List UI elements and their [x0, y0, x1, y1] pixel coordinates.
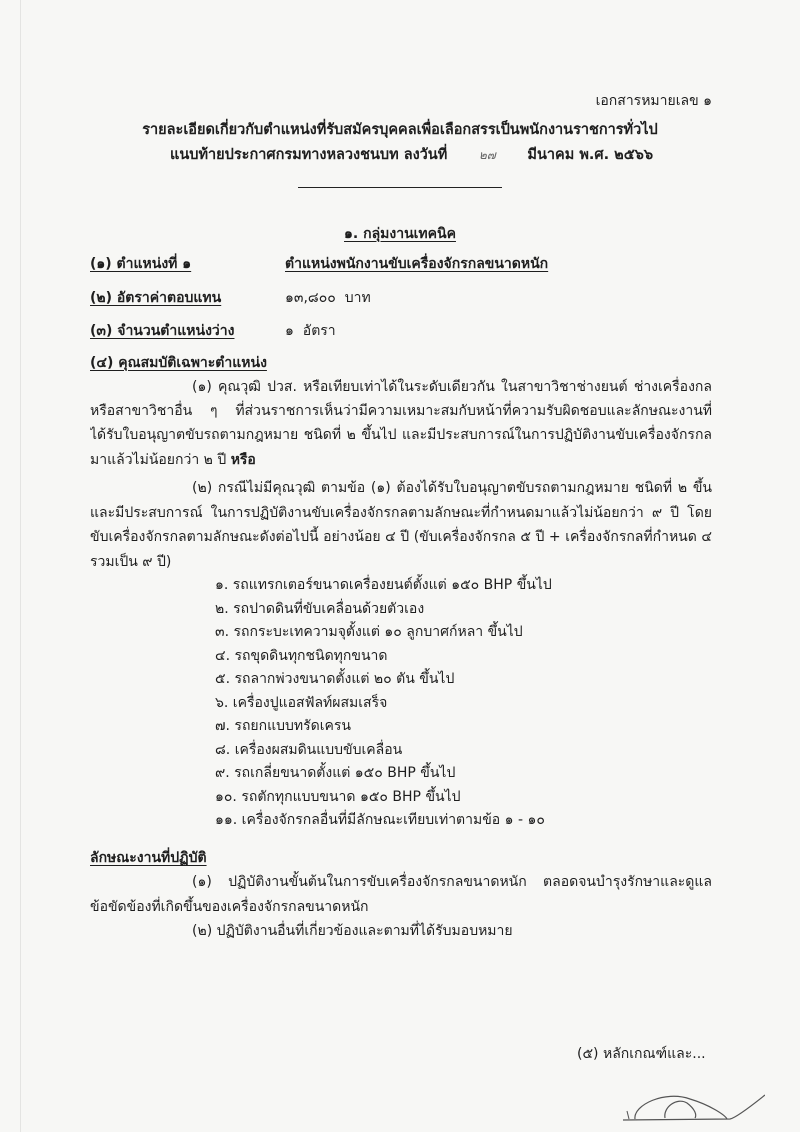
qual2-line: (๒) กรณีไม่มีคุณวุฒิ ตามข้อ (๑) ต้องได้รับใบอนุญาตขับรถตามกฎหมาย ชนิดที่ ๒ ขึ้น: [192, 480, 712, 496]
duty1-line: ข้อขัดข้องที่เกิดขึ้นของเครื่องจักรกลขนาดหนัก: [90, 899, 369, 915]
field-value-position: ตำแหน่งพนักงานขับเครื่องจักรกลขนาดหนัก: [285, 256, 549, 272]
field-value-salary: ๑๓,๘๐๐ บาท: [285, 290, 371, 306]
machine-item: ๒. รถปาดดินที่ขับเคลื่อนด้วยตัวเอง: [215, 601, 425, 617]
machine-item: ๘. เครื่องผสมดินแบบขับเคลื่อน: [215, 742, 403, 758]
signature-mark: [615, 1085, 765, 1125]
machine-item: ๑๐. รถตักทุกแบบขนาด ๑๕๐ BHP ขึ้นไป: [215, 789, 461, 805]
duty1-line: (๑) ปฏิบัติงานขั้นต้นในการขับเครื่องจักรกลขนาดหนัก ตลอดจนบำรุงรักษาและดูแล: [192, 874, 712, 890]
scan-edge: [20, 0, 21, 1132]
qual1-line-last: [90, 449, 712, 471]
machine-item: ๕. รถลากพ่วงขนาดตั้งแต่ ๒๐ ตัน ขึ้นไป: [215, 671, 455, 687]
field-value-vacancies: ๑ อัตรา: [285, 323, 336, 339]
qualifications-heading: (๔) คุณสมบัติเฉพาะตำแหน่ง: [90, 355, 267, 371]
qual1-line: (๑) คุณวุฒิ ปวส. หรือเทียบเท่าได้ในระดับเดียวกัน ในสาขาวิชาช่างยนต์ ช่างเครื่องกล: [192, 379, 712, 395]
machine-item: ๖. เครื่องปูแอสฟัลท์ผสมเสร็จ: [215, 695, 388, 711]
section-heading: ๑. กลุ่มงานเทคนิค: [344, 226, 456, 242]
field-label-vacancies: (๓) จำนวนตำแหน่งว่าง: [90, 323, 235, 339]
document-number: เอกสารหมายเลข ๑: [595, 93, 712, 109]
machine-item: ๔. รถขุดดินทุกชนิดทุกขนาด: [215, 648, 388, 664]
machine-item: ๑. รถแทรกเตอร์ขนาดเครื่องยนต์ตั้งแต่ ๑๕๐ BHP ขึ้นไป: [215, 577, 552, 593]
duties-heading: ลักษณะงานที่ปฏิบัติ: [90, 850, 207, 866]
qual2-line: รวมเป็น ๙ ปี): [90, 554, 172, 570]
field-label-position: (๑) ตำแหน่งที่ ๑: [90, 256, 192, 272]
qual1-or: หรือ: [230, 452, 256, 468]
qual1-line: ได้รับใบอนุญาตขับรถตามกฎหมาย ชนิดที่ ๒ ขึ้นไป และมีประสบการณ์ในการปฏิบัติงานขับเครื่องจักรกล: [90, 427, 712, 443]
handwritten-day: ๒๗: [478, 148, 496, 162]
machine-item: ๗. รถยกแบบทรัดเครน: [215, 718, 351, 734]
machine-item: ๙. รถเกลี่ยขนาดตั้งแต่ ๑๕๐ BHP ขึ้นไป: [215, 765, 456, 781]
document-title: รายละเอียดเกี่ยวกับตำแหน่งที่รับสมัครบุคคลเพื่อเลือกสรรเป็นพนักงานราชการทั่วไป: [142, 122, 658, 138]
duty2-line: (๒) ปฏิบัติงานอื่นที่เกี่ยวข้องและตามที่ได้รับมอบหมาย: [192, 923, 513, 939]
title-divider: [298, 187, 502, 188]
qual2-line: ขับเครื่องจักรกลตามลักษณะดังต่อไปนี้ อย่างน้อย ๔ ปี (ขับเครื่องจักรกล ๕ ปี + เครื่องจักรกลที่กำหนด ๔: [90, 529, 712, 545]
qual1-text: มาแล้วไม่น้อยกว่า ๒ ปี: [90, 452, 227, 468]
subtitle-suffix: มีนาคม พ.ศ. ๒๕๖๖: [527, 147, 654, 163]
document-subtitle: [170, 143, 653, 166]
machine-item: ๑๑. เครื่องจักรกลอื่นที่มีลักษณะเทียบเท่าตามข้อ ๑ - ๑๐: [215, 812, 545, 828]
qual2-line: และมีประสบการณ์ ในการปฏิบัติงานขับเครื่องจักรกลตามลักษณะที่กำหนดมาแล้วไม่น้อยกว่า ๙ ปี โดย: [90, 505, 712, 521]
subtitle-prefix: แนบท้ายประกาศกรมทางหลวงชนบท ลงวันที่: [170, 147, 448, 163]
machine-item: ๓. รถกระบะเทความจุตั้งแต่ ๑๐ ลูกบาศก์หลา ขึ้นไป: [215, 624, 523, 640]
continued-note: (๕) หลักเกณฑ์และ...: [577, 1046, 706, 1062]
qual1-line: หรือสาขาวิชาอื่น ๆ ที่ส่วนราชการเห็นว่ามีความเหมาะสมกับหน้าที่ความรับผิดชอบและลักษณะงานที่: [90, 403, 712, 419]
field-label-salary: (๒) อัตราค่าตอบแทน: [90, 290, 222, 306]
